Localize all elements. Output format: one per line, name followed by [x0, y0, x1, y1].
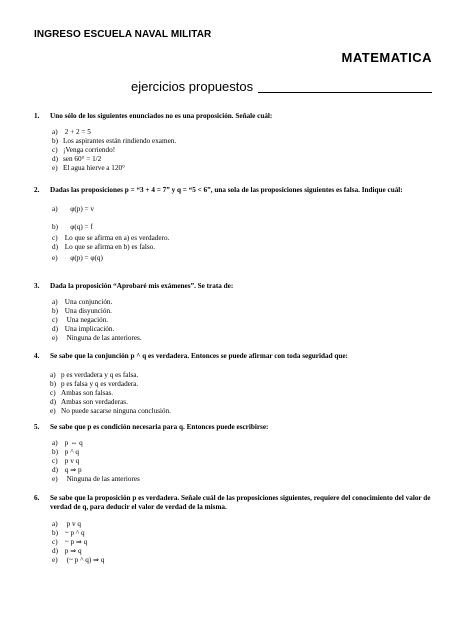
option-c	[52, 234, 434, 243]
option-text: Lo que se afirma en b) es falso.	[63, 243, 156, 251]
option-letter: c)	[52, 538, 58, 546]
option-c	[50, 389, 434, 398]
option-d	[52, 243, 434, 252]
option-text: Los aspirantes están rindiendo examen.	[63, 137, 177, 145]
option-b	[52, 307, 434, 316]
option-letter: a)	[52, 520, 58, 528]
option-a	[52, 439, 434, 448]
question-number: 2.	[34, 186, 40, 194]
option-e	[52, 556, 434, 565]
option-letter: e)	[52, 254, 58, 262]
option-letter: e)	[52, 556, 58, 564]
question-text: Uno sólo de los siguientes enunciados no es una proposición. Señale cuál:	[50, 112, 273, 120]
option-text: p es falsa y q es verdadera.	[61, 380, 139, 388]
option-text: φ(p) = v	[63, 205, 94, 213]
option-b	[52, 529, 434, 538]
question-6	[34, 494, 434, 565]
option-text: Lo que se afirma en a) es verdadero.	[63, 234, 170, 242]
option-text: p ⇔ q	[63, 439, 83, 447]
option-text: Una negación.	[63, 316, 109, 324]
question-number: 5.	[34, 423, 40, 431]
option-letter: b)	[52, 529, 58, 537]
option-text: ~ p ⇒ q	[63, 538, 88, 546]
option-e	[52, 252, 434, 265]
option-c	[52, 538, 434, 547]
option-a	[52, 128, 434, 137]
option-text: (~ p ^ q) ⇒ q	[63, 556, 105, 564]
option-text: No puede sacarse ninguna conclusión.	[61, 407, 171, 415]
option-text: El agua hierve a 120°	[63, 164, 125, 172]
option-letter: b)	[52, 223, 58, 231]
subtitle-underline	[258, 92, 432, 93]
option-text: p v q	[63, 520, 81, 528]
option-letter: a)	[52, 439, 58, 447]
option-text: φ(p) = φ(q)	[63, 254, 103, 262]
question-5	[34, 423, 434, 484]
option-text: p es verdadera y q es falsa.	[61, 371, 139, 379]
option-letter: d)	[52, 155, 58, 163]
question-text: Se sabe que la conjunción p ^ q es verdadera. Entonces se puede afirmar con toda seguridad que:	[50, 352, 348, 360]
question-text: Dada la proposición “Aprobaré mis exámenes”. Se trata de:	[50, 282, 234, 290]
option-d	[52, 325, 434, 334]
option-e	[50, 407, 434, 416]
option-text: Una conjunción.	[63, 298, 113, 306]
option-letter: a)	[52, 298, 58, 306]
option-letter: e)	[52, 164, 58, 172]
option-text: 2 + 2 = 5	[63, 128, 91, 136]
question-2	[34, 186, 434, 265]
option-text: p ⇒ q	[63, 547, 82, 555]
question-number: 4.	[34, 352, 40, 360]
option-text: q ⇒ p	[63, 466, 82, 474]
option-letter: d)	[50, 398, 56, 406]
option-a	[52, 520, 434, 529]
option-a	[52, 298, 434, 307]
option-d	[52, 155, 434, 164]
option-letter: b)	[52, 137, 58, 145]
question-number: 3.	[34, 282, 40, 290]
option-text: Una disyunción.	[63, 307, 112, 315]
option-a	[52, 203, 434, 216]
question-number: 1.	[34, 112, 40, 120]
page-subtitle: ejercicios propuestos	[131, 79, 254, 94]
option-letter: c)	[52, 316, 58, 324]
option-b	[52, 221, 434, 234]
option-d	[52, 547, 434, 556]
option-letter: c)	[52, 146, 58, 154]
option-text: Una implicación.	[63, 325, 115, 333]
option-letter: a)	[52, 128, 58, 136]
option-letter: b)	[52, 307, 58, 315]
option-text: p v q	[63, 457, 80, 465]
option-b	[52, 137, 434, 146]
option-c	[52, 146, 434, 155]
option-c	[52, 316, 434, 325]
option-a	[50, 371, 434, 380]
option-text: φ(q) = f	[63, 223, 93, 231]
institution-header: INGRESO ESCUELA NAVAL MILITAR	[34, 29, 212, 40]
question-4	[34, 352, 434, 416]
option-b	[50, 380, 434, 389]
option-text: ¡Venga corriendo!	[63, 146, 116, 154]
option-text: Ambas son verdaderas.	[61, 398, 128, 406]
option-c	[52, 457, 434, 466]
option-letter: e)	[52, 475, 58, 483]
option-e	[52, 334, 434, 343]
option-letter: b)	[50, 380, 56, 388]
option-d	[52, 466, 434, 475]
option-e	[52, 475, 434, 484]
option-text: p ^ q	[63, 448, 79, 456]
option-letter: c)	[52, 234, 58, 242]
question-text: Dadas las proposiciones p = “3 + 4 = 7” y q = “5 < 6”, una sola de las proposiciones siguientes es falsa. Indique cuál:	[50, 186, 403, 194]
option-letter: d)	[52, 466, 58, 474]
option-text: ~ p ^ q	[63, 529, 85, 537]
option-letter: d)	[52, 243, 58, 251]
option-letter: a)	[52, 205, 58, 213]
option-e	[52, 164, 434, 173]
question-number: 6.	[34, 494, 40, 502]
option-letter: b)	[52, 448, 58, 456]
question-text: Se sabe que la proposición p es verdadera. Señale cuál de las proposiciones siguientes, requiere del conocimiento del valor de verdad de q, para deducir el valor de verdad de la misma.	[50, 494, 431, 511]
option-letter: d)	[52, 547, 58, 555]
option-letter: d)	[52, 325, 58, 333]
option-letter: c)	[52, 457, 58, 465]
option-d	[50, 398, 434, 407]
option-letter: e)	[52, 334, 58, 342]
option-text: Ambas son falsas.	[61, 389, 114, 397]
option-text: Ninguna de las anteriores.	[63, 334, 142, 342]
subject-title: MATEMATICA	[341, 50, 432, 65]
question-1	[34, 112, 434, 173]
option-text: sen 60° = 1/2	[63, 155, 102, 163]
question-3	[34, 282, 434, 343]
option-text: Ninguna de las anteriores	[63, 475, 140, 483]
option-b	[52, 448, 434, 457]
option-letter: e)	[50, 407, 56, 415]
option-letter: c)	[50, 389, 56, 397]
option-letter: a)	[50, 371, 56, 379]
question-text: Se sabe que p es condición necesaria para q. Entonces puede escribirse:	[50, 423, 269, 431]
